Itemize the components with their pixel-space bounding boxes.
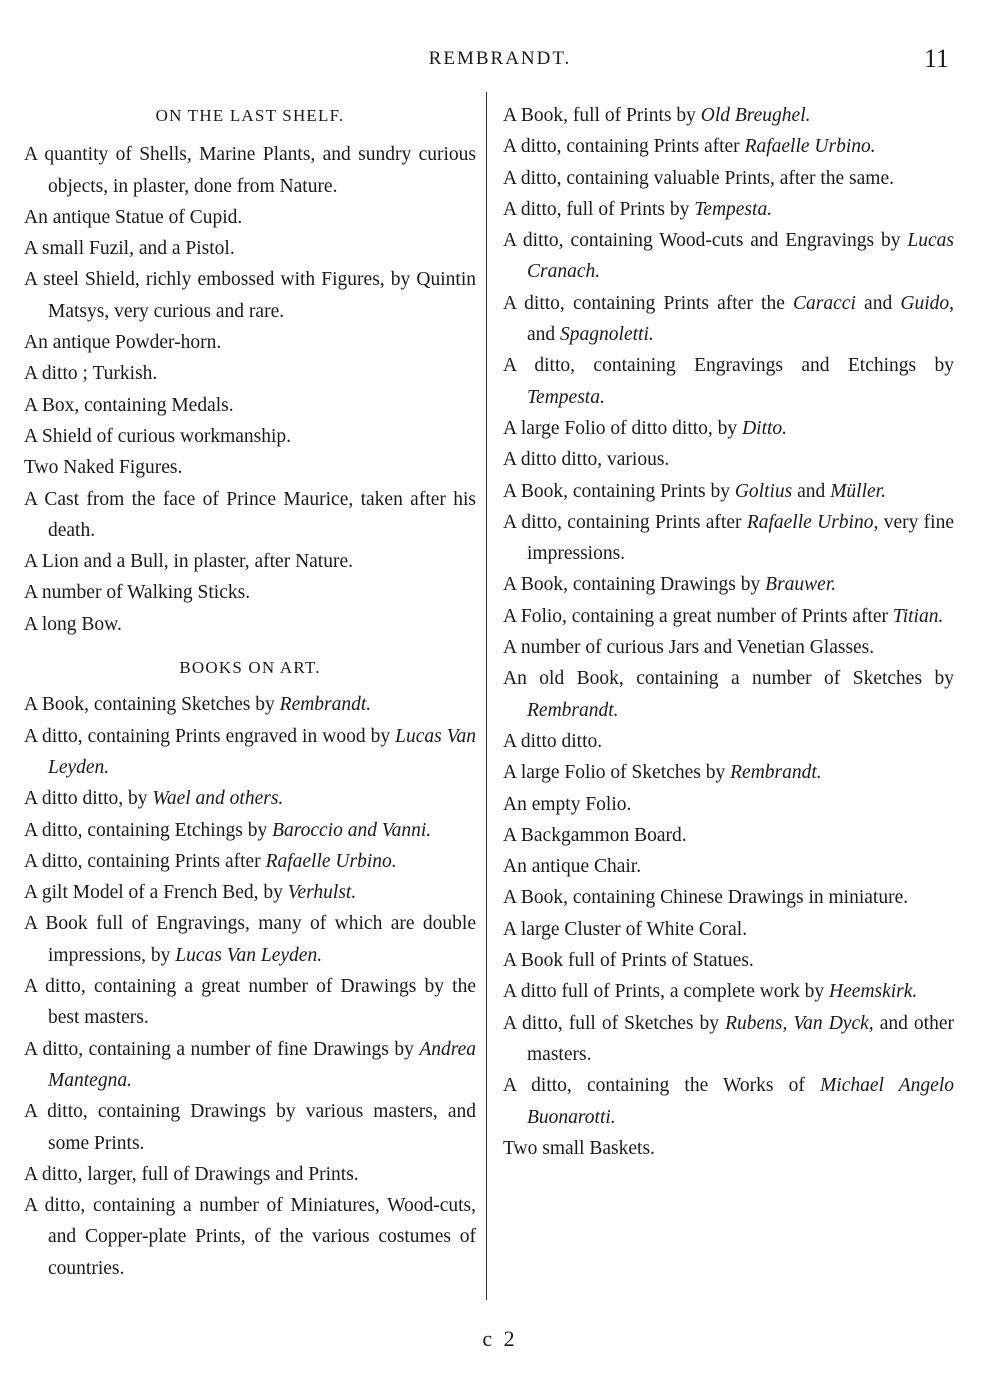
section-heading-books-on-art: BOOKS ON ART. bbox=[179, 658, 321, 678]
list-item: A large Folio of ditto ditto, by Ditto. bbox=[503, 417, 788, 439]
list-item: A Book, containing Drawings by Brauwer. bbox=[503, 574, 837, 596]
list-item: A ditto, containing Etchings by Baroccio and Vanni. bbox=[24, 819, 432, 841]
list-item: A Folio, containing a great number of Prints after Titian. bbox=[503, 605, 944, 627]
list-item: A ditto ditto, by Wael and others. bbox=[24, 788, 284, 810]
list-item: An antique Chair. bbox=[503, 856, 642, 878]
list-item: A ditto ditto. bbox=[503, 730, 603, 752]
list-item: A large Cluster of White Coral. bbox=[503, 918, 748, 940]
list-item: A Book, containing Chinese Drawings in miniature. bbox=[503, 887, 909, 909]
list-item: A steel Shield, richly embossed with Figures, by Quintin Matsys, very curious and rare. bbox=[24, 269, 476, 322]
list-item: A Book full of Engravings, many of which are double impressions, by Lucas Van Leyden. bbox=[24, 913, 476, 966]
list-item: A Lion and a Bull, in plaster, after Nature. bbox=[24, 551, 353, 573]
list-item: An antique Powder-horn. bbox=[24, 332, 222, 354]
list-item: A ditto, containing a number of fine Drawings by Andrea Mantegna. bbox=[24, 1038, 476, 1091]
list-item: Two Naked Figures. bbox=[24, 457, 183, 479]
list-last-shelf bbox=[24, 139, 476, 640]
section-heading-last-shelf: ON THE LAST SHELF. bbox=[155, 106, 345, 125]
list-item: An empty Folio. bbox=[503, 793, 632, 815]
list-item: A ditto, containing Engravings and Etchings by Tempesta. bbox=[503, 355, 954, 408]
list-item: A ditto, full of Prints by Tempesta. bbox=[503, 198, 773, 220]
list-item: A Book, containing Prints by Goltius and Müller. bbox=[503, 480, 886, 502]
list-item: A ditto, containing valuable Prints, after the same. bbox=[503, 167, 894, 189]
list-item: A ditto, containing Drawings by various masters, and some Prints. bbox=[24, 1101, 476, 1154]
list-item: A gilt Model of a French Bed, by Verhulst. bbox=[24, 882, 357, 904]
list-item: A Shield of curious workmanship. bbox=[24, 425, 292, 447]
list-item: A ditto, containing a great number of Drawings by the best masters. bbox=[24, 976, 476, 1029]
list-item: A quantity of Shells, Marine Plants, and sundry curious objects, in plaster, done from Nature. bbox=[24, 144, 476, 197]
list-books-on-art bbox=[24, 689, 476, 1284]
right-column bbox=[503, 100, 954, 1164]
list-item: A small Fuzil, and a Pistol. bbox=[24, 238, 235, 260]
page-number: 11 bbox=[924, 44, 950, 73]
list-item: A ditto, containing Prints after Rafaelle Urbino. bbox=[24, 850, 397, 872]
list-item: A ditto full of Prints, a complete work by Heemskirk. bbox=[503, 981, 918, 1003]
list-item: An old Book, containing a number of Sketches by Rembrandt. bbox=[503, 668, 954, 721]
page-header-title: REMBRANDT. bbox=[428, 48, 572, 69]
list-item: A ditto, containing Prints engraved in wood by Lucas Van Leyden. bbox=[24, 725, 477, 778]
list-item: A ditto, containing the Works of Michael Angelo Buonarotti. bbox=[503, 1075, 954, 1128]
column-divider bbox=[486, 92, 487, 1300]
list-item: A ditto ; Turkish. bbox=[24, 363, 158, 385]
list-item: A long Bow. bbox=[24, 613, 122, 635]
list-item: A number of curious Jars and Venetian Glasses. bbox=[503, 637, 875, 659]
list-item: A ditto ditto, various. bbox=[503, 449, 670, 471]
left-column bbox=[24, 100, 476, 1284]
list-item: A ditto, containing a number of Miniatures, Wood-cuts, and Copper-plate Prints, of the various costumes of countries. bbox=[24, 1195, 476, 1279]
list-item: A Book, full of Prints by Old Breughel. bbox=[503, 105, 811, 126]
list-item: A Box, containing Medals. bbox=[24, 394, 234, 416]
list-item: A large Folio of Sketches by Rembrandt. bbox=[503, 762, 822, 784]
list-item: A number of Walking Sticks. bbox=[24, 582, 251, 604]
list-item: A ditto, containing Wood-cuts and Engravings by Lucas Cranach. bbox=[503, 230, 954, 283]
list-item: An antique Statue of Cupid. bbox=[24, 206, 243, 228]
list-item: A Cast from the face of Prince Maurice, taken after his death. bbox=[24, 488, 476, 541]
list-item: A ditto, containing Prints after the Caracci and Guido, and Spagnoletti. bbox=[503, 292, 955, 346]
list-item: A ditto, full of Sketches by Rubens, Van Dyck, and other masters. bbox=[503, 1012, 954, 1065]
signature-mark: c 2 bbox=[482, 1326, 518, 1351]
list-item: A Book, containing Sketches by Rembrandt. bbox=[24, 694, 372, 716]
list-item: A ditto, larger, full of Drawings and Prints. bbox=[24, 1163, 359, 1185]
list-item: A Book full of Prints of Statues. bbox=[503, 950, 754, 972]
list-item: A ditto, containing Prints after Rafaelle Urbino. bbox=[503, 136, 876, 158]
list-right-column bbox=[503, 100, 954, 1164]
list-item: Two small Baskets. bbox=[503, 1137, 655, 1159]
list-item: A ditto, containing Prints after Rafaelle Urbino, very fine impressions. bbox=[503, 511, 954, 565]
list-item: A Backgammon Board. bbox=[503, 824, 687, 846]
